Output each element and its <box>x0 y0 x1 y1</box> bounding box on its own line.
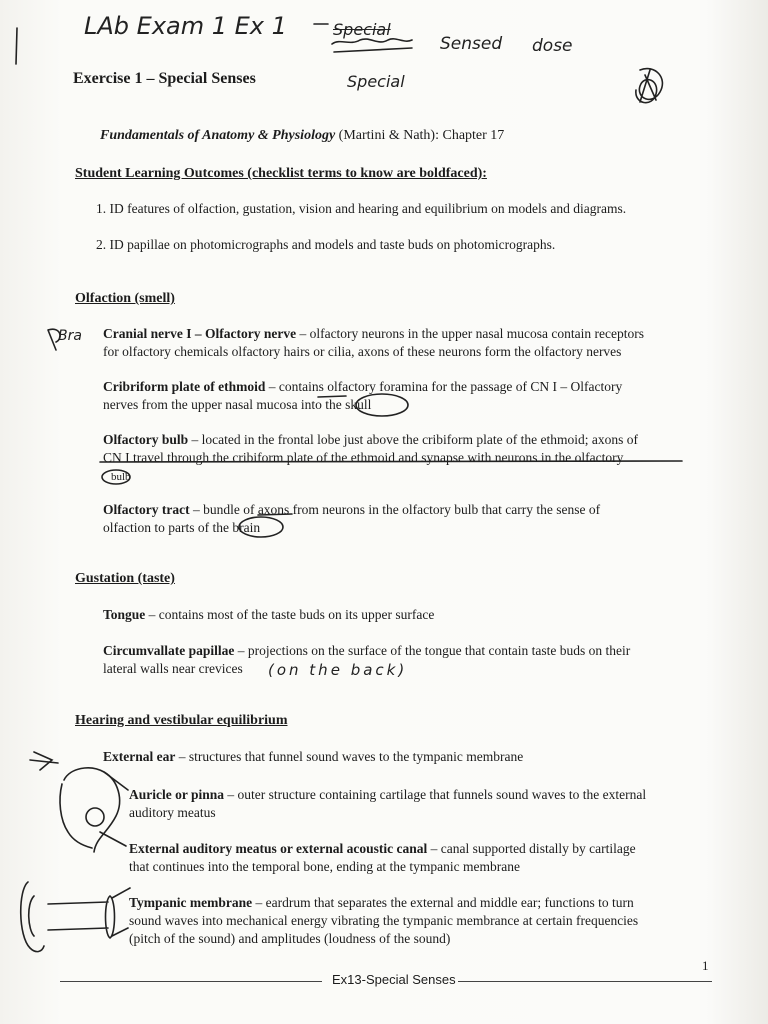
term-desc: – located in the frontal lobe just above the cribiform plate of the ethmoid; axons of <box>188 432 639 447</box>
term-name: Cranial nerve I – Olfactory nerve <box>103 326 297 341</box>
handwritten-tongue-note: (on the back) <box>268 661 408 679</box>
term-desc: – contains olfactory foramina for the passage of CN I – Olfactory <box>265 379 623 394</box>
term-desc: – canal supported distally by cartilage <box>427 841 636 856</box>
page-number: 1 <box>702 958 709 973</box>
margin-pen-stroke <box>16 28 17 64</box>
doodle-mark <box>636 69 663 103</box>
circle-brain <box>239 517 283 537</box>
term-desc: CN I travel through the cribiform plate of the ethmoid and synapse with neurons in the olfactory <box>103 450 624 465</box>
ear-arrow <box>30 752 58 770</box>
term-desc: – structures that funnel sound waves to the tympanic membrane <box>175 749 524 764</box>
margin-bracket-mark <box>48 329 60 350</box>
term-name: Cribriform plate of ethmoid <box>103 379 266 394</box>
handwritten-dose: dose <box>532 36 573 56</box>
outcome-item: 2. ID papillae on photomicrographs and models and taste buds on photomicrographs. <box>96 237 556 252</box>
canal-pointer <box>100 832 126 846</box>
term-desc: for olfactory chemicals olfactory hairs or cilia, axons of these neurons form the olfactory nerves <box>103 344 622 359</box>
olfaction-heading: Olfaction (smell) <box>75 291 175 306</box>
term-name: Tympanic membrane <box>129 895 253 910</box>
textbook-title: Fundamentals of Anatomy & Physiology <box>100 128 336 143</box>
ear-canal-sketch <box>21 882 115 952</box>
term-desc: bulb <box>111 471 131 483</box>
page-title: Exercise 1 – Special Senses <box>73 70 256 87</box>
term-desc: (pitch of the sound) and amplitudes (loudness of the sound) <box>129 931 451 946</box>
term-desc: – eardrum that separates the external and middle ear; functions to turn <box>252 895 634 910</box>
term-desc: – olfactory neurons in the upper nasal mucosa contain receptors <box>296 326 644 341</box>
textbook-chapter: (Martini & Nath): Chapter 17 <box>335 128 505 143</box>
term-desc: olfaction to parts of the brain <box>103 520 261 535</box>
term-name: Circumvallate papillae <box>103 643 235 658</box>
term-desc: – contains most of the taste buds on its upper surface <box>145 607 435 622</box>
term-desc: lateral walls near crevices <box>103 661 243 676</box>
handwritten-struck-word: Special <box>333 20 391 39</box>
ear-label-circle <box>86 808 104 826</box>
outcomes-heading: Student Learning Outcomes (checklist terms to know are boldfaced): <box>75 166 487 181</box>
term-desc: – projections on the surface of the tongue that contain taste buds on their <box>234 643 631 658</box>
term-desc: – outer structure containing cartilage that funnels sound waves to the external <box>224 787 647 802</box>
term-name: External ear <box>103 749 176 764</box>
footer-label: Ex13-Special Senses <box>332 972 456 987</box>
underline-olfactory <box>100 461 682 462</box>
term-desc: – bundle of axons from neurons in the olfactory bulb that carry the sense of <box>189 502 601 517</box>
term-desc: nerves from the upper nasal mucosa into the skull <box>103 397 372 412</box>
hearing-heading: Hearing and vestibular equilibrium <box>75 713 288 728</box>
circle-skull <box>356 394 408 416</box>
handwritten-margin-note: Bra <box>58 328 82 344</box>
underline-olfactory-word <box>318 396 346 397</box>
term-name: Olfactory tract <box>103 502 190 517</box>
handwritten-special: Special <box>347 72 405 91</box>
scribbled-word <box>332 39 412 52</box>
term-name: External auditory meatus or external acoustic canal <box>129 841 428 856</box>
underline-axons <box>258 514 292 515</box>
handwritten-sensed: Sensed <box>440 34 503 54</box>
handwritten-header: LAb Exam 1 Ex 1 <box>84 12 287 40</box>
gustation-heading: Gustation (taste) <box>75 571 175 586</box>
ear-pointer <box>104 772 128 790</box>
term-desc: sound waves into mechanical energy vibrating the tympanic membrance at certain frequencies <box>129 913 639 928</box>
term-desc: that continues into the temporal bone, ending at the tympanic membrane <box>129 859 521 874</box>
term-name: Tongue <box>103 607 146 622</box>
term-name: Auricle or pinna <box>129 787 225 802</box>
outcome-item: 1. ID features of olfaction, gustation, vision and hearing and equilibrium on models and diagrams. <box>96 201 627 216</box>
circle-bulb <box>102 470 130 484</box>
term-name: Olfactory bulb <box>103 432 189 447</box>
term-desc: auditory meatus <box>129 805 216 820</box>
